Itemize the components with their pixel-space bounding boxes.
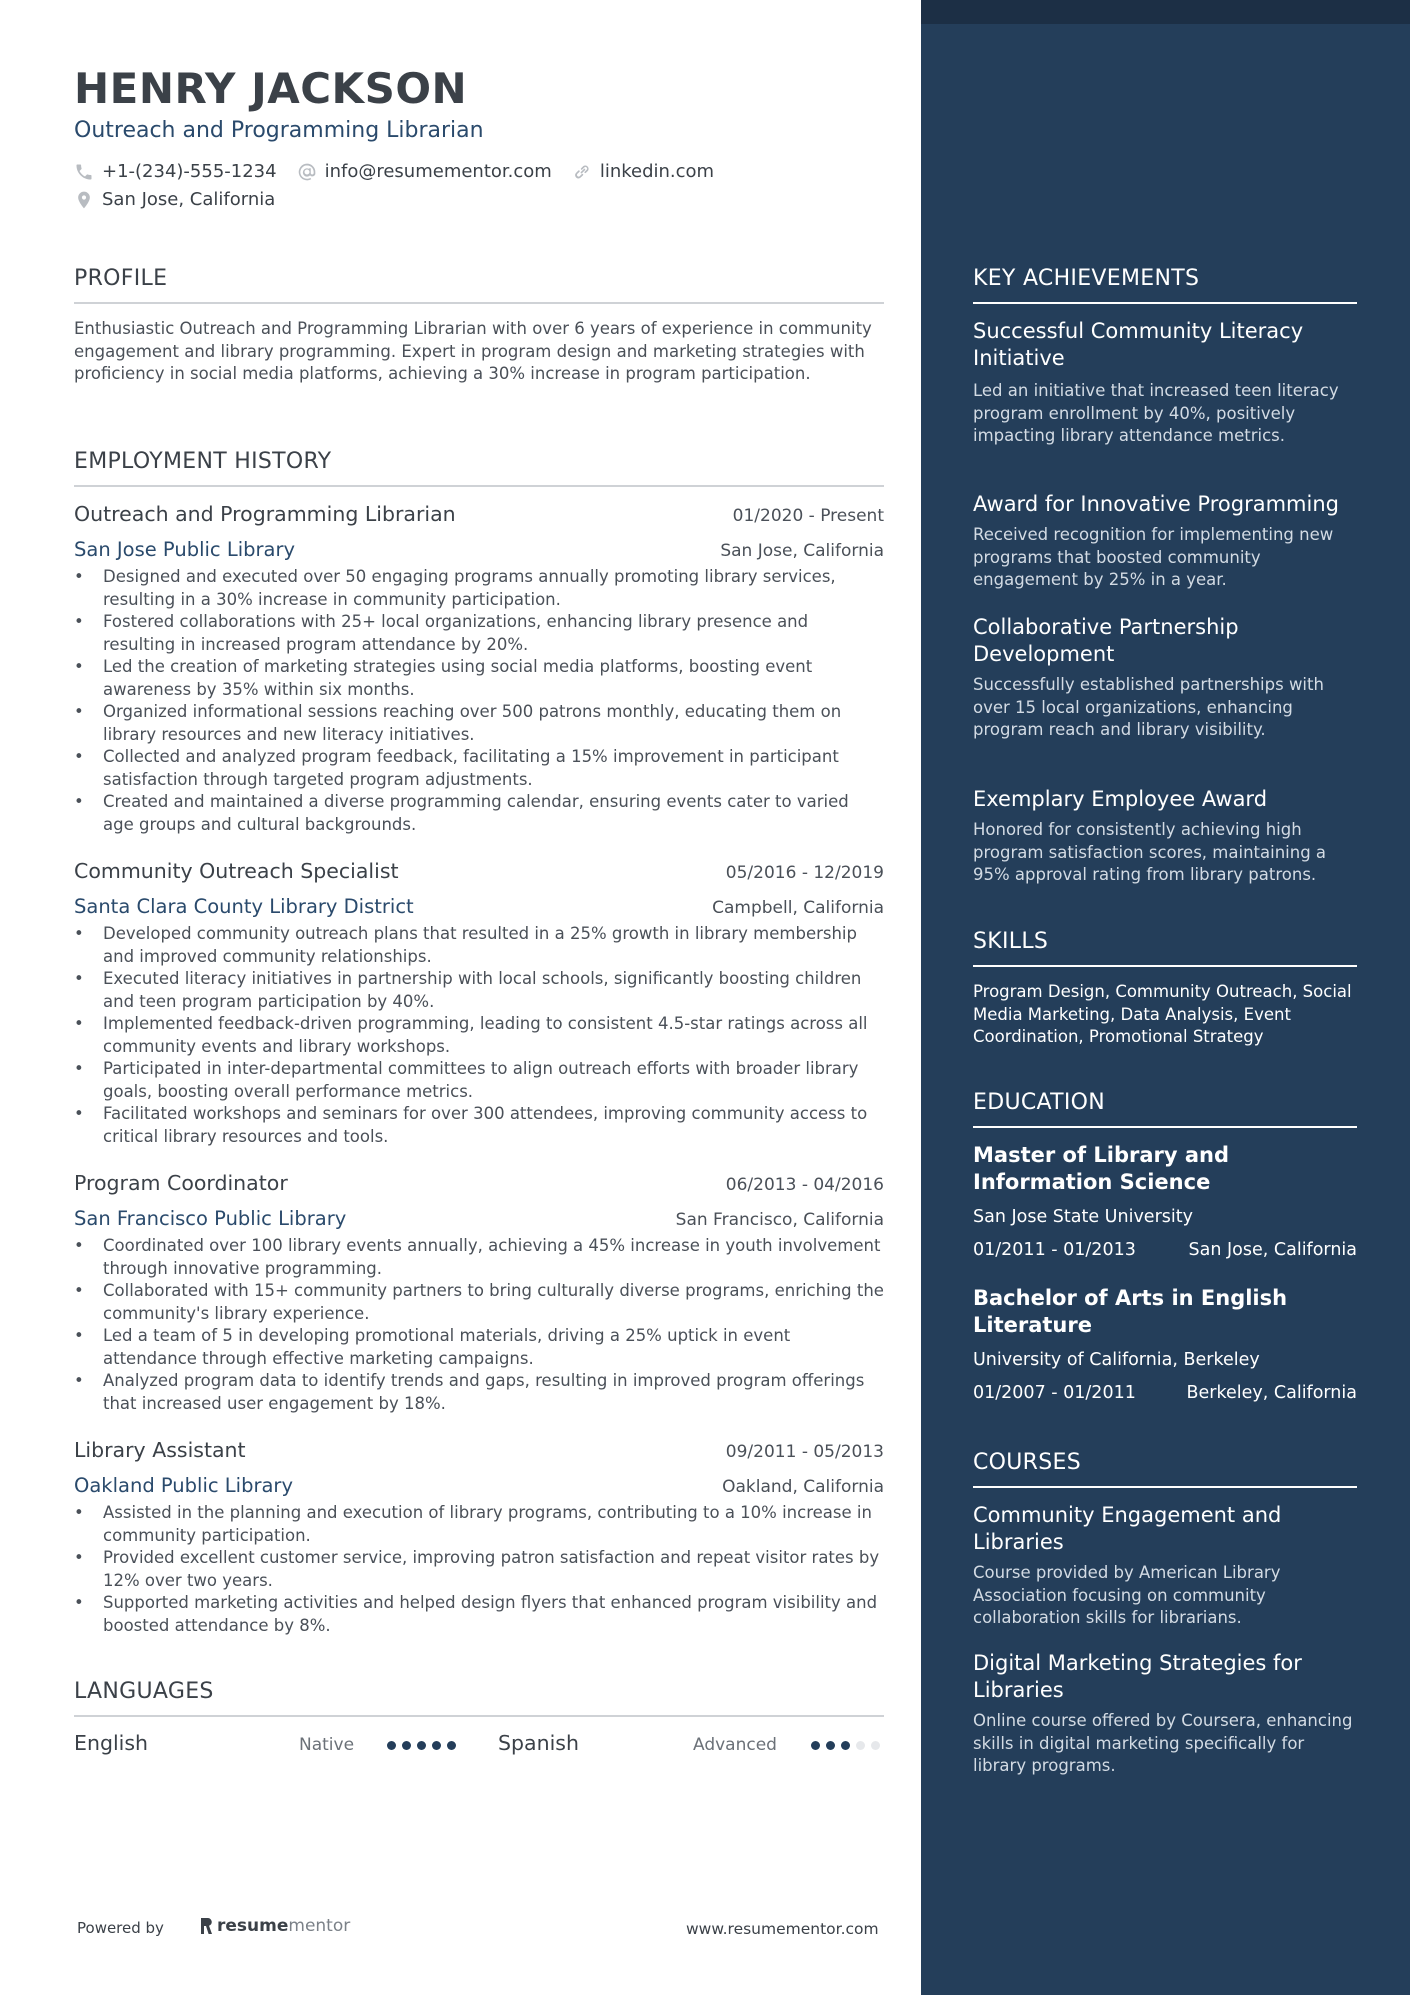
job-bullet: • Organized informational sessions reaching over 500 patrons monthly, educating them on library resources and new literacy initiatives.	[74, 701, 884, 746]
job-dates: 06/2013 - 04/2016	[725, 1175, 884, 1195]
rating-dot-filled	[841, 1741, 850, 1750]
job-bullets	[74, 1502, 884, 1637]
job-company: San Jose Public Library	[74, 538, 296, 561]
job-company: Santa Clara County Library District	[74, 895, 414, 918]
location-pin-icon	[74, 190, 94, 210]
job-bullet: • Supported marketing activities and helped design flyers that enhanced program visibility and boosted attendance by 8%.	[74, 1592, 884, 1637]
job-bullet: • Participated in inter-departmental committees to align outreach efforts with broader library goals, boosting overall performance metrics.	[74, 1058, 884, 1103]
job-location: Campbell, California	[712, 898, 884, 918]
job-location: San Francisco, California	[675, 1210, 884, 1230]
education-dates: 01/2007 - 01/2011	[973, 1383, 1136, 1403]
job-location: Oakland, California	[722, 1477, 884, 1497]
sidebar-top-bar	[921, 0, 1410, 24]
sidebar	[921, 0, 1410, 1995]
job-bullet: • Coordinated over 100 library events annually, achieving a 45% increase in youth involvement through innovative programming.	[74, 1235, 884, 1280]
language-level: Advanced	[693, 1735, 777, 1755]
education-dates: 01/2011 - 01/2013	[973, 1240, 1136, 1260]
job-entry	[74, 859, 884, 1148]
job-bullet: • Fostered collaborations with 25+ local organizations, enhancing library presence and resulting in increased program attendance by 20%.	[74, 611, 884, 656]
contact-row	[74, 161, 734, 182]
footer-url[interactable]: www.resumementor.com	[686, 1920, 879, 1938]
education-degree: Bachelor of Arts in English Literature	[973, 1286, 1288, 1337]
course-item	[973, 1502, 1357, 1630]
linkedin-item[interactable]	[572, 161, 714, 182]
job-bullet: • Collaborated with 15+ community partners to bring culturally diverse programs, enriching the community's library experience.	[74, 1280, 884, 1325]
achievement-desc: Led an initiative that increased teen literacy program enrollment by 40%, positively impacting library attendance metrics.	[973, 381, 1339, 445]
rating-dot-filled	[417, 1741, 426, 1750]
profile-heading: PROFILE	[74, 266, 884, 304]
education-heading: EDUCATION	[973, 1090, 1357, 1128]
rating-dot-filled	[447, 1741, 456, 1750]
course-title: Community Engagement and Libraries	[973, 1503, 1282, 1554]
achievement-title: Exemplary Employee Award	[973, 787, 1268, 811]
rating-dot-filled	[811, 1741, 820, 1750]
achievement-desc: Honored for consistently achieving high program satisfaction scores, maintaining a 95% approval rating from library patrons.	[973, 820, 1327, 884]
rating-dot-empty	[871, 1741, 880, 1750]
course-item	[973, 1650, 1357, 1778]
job-bullet: • Designed and executed over 50 engaging programs annually promoting library services, resulting in a 30% increase in community participation.	[74, 566, 884, 611]
job-bullets	[74, 1235, 884, 1415]
job-dates: 05/2016 - 12/2019	[725, 863, 884, 883]
job-entry	[74, 1438, 884, 1637]
job-entry	[74, 502, 884, 836]
resumementor-logo-icon	[199, 1917, 213, 1935]
achievement-item	[973, 786, 1357, 887]
achievement-item	[973, 318, 1357, 448]
location-text: San Jose, California	[102, 189, 276, 210]
job-bullet: • Implemented feedback-driven programming, leading to consistent 4.5-star ratings across all community events and library workshops.	[74, 1013, 884, 1058]
candidate-title: Outreach and Programming Librarian	[74, 118, 484, 143]
course-desc: Course provided by American Library Association focusing on community collaboration skills for librarians.	[973, 1563, 1281, 1627]
linkedin-text: linkedin.com	[599, 161, 715, 182]
education-location: San Jose, California	[1188, 1240, 1357, 1260]
job-bullets	[74, 923, 884, 1148]
job-bullet: • Led a team of 5 in developing promotional materials, driving a 25% uptick in event attendance through effective marketing campaigns.	[74, 1325, 884, 1370]
rating-dot-empty	[856, 1741, 865, 1750]
achievement-item	[973, 491, 1357, 592]
job-dates: 01/2020 - Present	[732, 506, 884, 526]
job-bullet: • Facilitated workshops and seminars for over 300 attendees, improving community access to critical library resources and tools.	[74, 1103, 884, 1148]
skills-list	[973, 981, 1357, 1049]
education-item	[973, 1285, 1357, 1403]
language-level: Native	[299, 1735, 355, 1755]
job-bullet: • Led the creation of marketing strategies using social media platforms, boosting event awareness by 35% within six months.	[74, 656, 884, 701]
language-rating	[811, 1741, 886, 1750]
rating-dot-filled	[387, 1741, 396, 1750]
job-company: San Francisco Public Library	[74, 1207, 347, 1230]
education-school: University of California, Berkeley	[973, 1350, 1260, 1370]
logo-text-light: mentor	[288, 1916, 351, 1936]
job-dates: 09/2011 - 05/2013	[725, 1442, 884, 1462]
languages-heading: LANGUAGES	[74, 1679, 884, 1717]
job-title: Community Outreach Specialist	[74, 859, 399, 883]
job-title: Outreach and Programming Librarian	[74, 502, 456, 526]
language-name: Spanish	[498, 1731, 579, 1755]
skills-heading: SKILLS	[973, 929, 1357, 967]
job-title: Program Coordinator	[74, 1171, 288, 1195]
profile-text: Enthusiastic Outreach and Programming Librarian with over 6 years of experience in community engagement and library programming. Expert in program design and marketing strategies with proficiency in social media platforms, achieving a 30% increase in program participation.	[74, 319, 872, 383]
powered-by-text: Powered by	[77, 1919, 164, 1937]
achievement-title: Award for Innovative Programming	[973, 492, 1339, 516]
education-item	[973, 1142, 1357, 1260]
email-item[interactable]	[297, 161, 552, 182]
phone-text: +1-(234)-555-1234	[102, 161, 277, 182]
link-icon	[572, 162, 592, 182]
candidate-name: HENRY JACKSON	[74, 64, 468, 113]
job-bullets	[74, 566, 884, 836]
phone-icon	[74, 162, 94, 182]
email-text: info@resumementor.com	[324, 161, 552, 182]
achievement-desc: Successfully established partnerships with over 15 local organizations, enhancing program reach and library visibility.	[973, 675, 1324, 739]
employment-heading: EMPLOYMENT HISTORY	[74, 449, 884, 487]
rating-dot-filled	[432, 1741, 441, 1750]
at-icon	[297, 162, 317, 182]
achievements-heading: KEY ACHIEVEMENTS	[973, 266, 1357, 304]
job-title: Library Assistant	[74, 1438, 246, 1462]
course-title: Digital Marketing Strategies for Libraries	[973, 1651, 1302, 1702]
achievement-title: Collaborative Partnership Development	[973, 615, 1239, 666]
courses-heading: COURSES	[973, 1450, 1357, 1488]
job-bullet: • Collected and analyzed program feedback, facilitating a 15% improvement in participant satisfaction through targeted program adjustments.	[74, 746, 884, 791]
job-location: San Jose, California	[720, 541, 884, 561]
job-entry	[74, 1171, 884, 1415]
location-row	[74, 189, 295, 210]
job-bullet: • Analyzed program data to identify trends and gaps, resulting in improved program offerings that increased user engagement by 18%.	[74, 1370, 884, 1415]
rating-dot-filled	[826, 1741, 835, 1750]
location-item	[74, 189, 275, 210]
job-bullet: • Provided excellent customer service, improving patron satisfaction and repeat visitor rates by 12% over two years.	[74, 1547, 884, 1592]
education-degree: Master of Library and Information Science	[973, 1143, 1230, 1194]
achievement-desc: Received recognition for implementing new programs that boosted community engagement by 25% in a year.	[973, 525, 1334, 589]
skills-text: Program Design, Community Outreach, Social Media Marketing, Data Analysis, Event Coordination, Promotional Strategy	[973, 982, 1352, 1046]
phone-item	[74, 161, 277, 182]
job-bullet: • Created and maintained a diverse programming calendar, ensuring events cater to varied age groups and cultural backgrounds.	[74, 791, 884, 836]
language-name: English	[74, 1731, 149, 1755]
achievement-title: Successful Community Literacy Initiative	[973, 319, 1304, 370]
job-company: Oakland Public Library	[74, 1474, 293, 1497]
resumementor-logo[interactable]	[199, 1916, 350, 1936]
logo-text-bold: resume	[217, 1916, 289, 1936]
job-bullet: • Developed community outreach plans that resulted in a 25% growth in library membership and improved community relationships.	[74, 923, 884, 968]
job-bullet: • Assisted in the planning and execution of library programs, contributing to a 10% increase in community participation.	[74, 1502, 884, 1547]
education-school: San Jose State University	[973, 1207, 1193, 1227]
course-desc: Online course offered by Coursera, enhancing skills in digital marketing specifically for library programs.	[973, 1711, 1353, 1775]
job-bullet: • Executed literacy initiatives in partnership with local schools, significantly boosting children and teen program participation by 40%.	[74, 968, 884, 1013]
achievement-item	[973, 614, 1357, 742]
language-rating	[387, 1741, 462, 1750]
rating-dot-filled	[402, 1741, 411, 1750]
education-location: Berkeley, California	[1186, 1383, 1357, 1403]
languages-row	[74, 1731, 884, 1761]
